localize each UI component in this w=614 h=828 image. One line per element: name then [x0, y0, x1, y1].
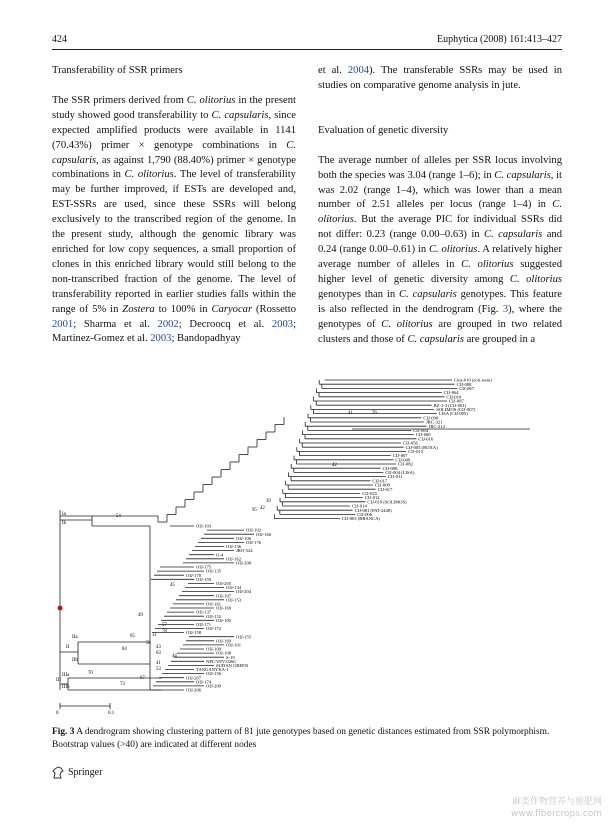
- leaf-label-capsularis: CIJ-004 (LISA): [385, 470, 415, 475]
- bootstrap-value: 41: [156, 661, 161, 666]
- text-run: genotypes. This feature is also reflected in the dendrogram (Fig.: [318, 288, 563, 315]
- leaf-label-capsularis: SOLIMOS (CIJ-007): [436, 407, 476, 412]
- leaf-label-capsularis: CIJ-017: [372, 478, 388, 484]
- bootstrap-value: 39: [266, 499, 271, 504]
- leaf-label-olitorius: OIJ-152: [206, 613, 222, 619]
- leaf-label-capsularis: CIJ-017: [377, 486, 393, 492]
- leaf-label-capsularis: CIJ-008: [382, 465, 398, 471]
- leaf-label-olitorius: TANGANYKA-1: [196, 667, 229, 673]
- leaf-label-olitorius: OIJ-206: [186, 687, 202, 693]
- bootstrap-value: 44: [172, 654, 177, 659]
- cluster-group-label: IIIa: [62, 673, 70, 678]
- bootstrap-value: 70: [88, 671, 93, 676]
- citation-link[interactable]: 2001: [52, 318, 74, 330]
- watermark-line-1: 麻类作物营养与施肥网: [511, 797, 602, 807]
- leaf-label-olitorius: O-4: [216, 552, 224, 558]
- leaf-label-capsularis: CIJ-025: [362, 491, 378, 496]
- leaf-label-capsularis: CIJ-088: [456, 381, 472, 387]
- right-column: [318, 64, 562, 348]
- bootstrap-value: 63: [156, 651, 161, 656]
- leaf-label-olitorius: JRO-524: [236, 548, 253, 554]
- leaf-label-olitorius: OIJ-176: [246, 540, 262, 545]
- text-run: . A relatively higher average number of alleles in: [318, 244, 562, 271]
- leaf-label-capsularis: CIJ-010: [446, 394, 462, 400]
- dendrogram-figure: [52, 372, 564, 716]
- cluster-group-label: IIIb: [62, 685, 70, 690]
- leaf-label-capsularis: CIJ-090: [423, 415, 439, 421]
- bootstrap-value: 78: [162, 629, 167, 634]
- leaf-label-capsularis: CIJ-019 (SOLIMOS): [367, 499, 407, 505]
- text-run: ; Martinez-Gomez et al.: [52, 318, 297, 345]
- text-run: , since expected amplified products were available in 1141 (70.43%) primer × genotype combinations in: [52, 109, 296, 151]
- bootstrap-value: 54: [116, 514, 121, 519]
- header-rule: [52, 49, 562, 50]
- leaf-label-olitorius: OIJ-105: [216, 617, 232, 623]
- leaf-label-olitorius: OIJ-134: [226, 585, 242, 591]
- leaf-label-olitorius: SUDAN GREEN: [216, 663, 249, 668]
- leaf-label-capsularis: CIJ-014: [352, 503, 367, 509]
- species-name: C. capsularis: [211, 109, 269, 121]
- leaf-label-olitorius: OIJ-207: [186, 675, 202, 681]
- bootstrap-value: 45: [170, 583, 175, 588]
- species-name: C. olitorius: [124, 169, 174, 181]
- leaf-label-olitorius: OIJ-172: [206, 626, 222, 632]
- text-run: et al.: [318, 65, 348, 76]
- left-column: [52, 64, 296, 347]
- cluster-group-label: II: [66, 645, 70, 650]
- leaf-label-capsularis: CIJ-056: [403, 440, 418, 446]
- leaf-label-olitorius: NPL/YPV/026C: [206, 658, 237, 664]
- leaf-label-olitorius: OIJ-174: [196, 679, 212, 685]
- leaf-label-capsularis: CIJ-006: [357, 512, 373, 517]
- leaf-label-olitorius: OIJ-170: [186, 572, 202, 578]
- diversity-paragraph: [318, 154, 562, 348]
- leaf-label-olitorius: OIJ-158: [186, 630, 202, 636]
- bootstrap-value: 43: [156, 645, 161, 650]
- bootstrap-value: 58: [146, 641, 151, 646]
- figure-caption: [52, 726, 564, 752]
- leaf-label-capsularis: BZ-1-3 (CIJ-001): [433, 402, 467, 408]
- leaf-label-olitorius: OIJ-156: [206, 671, 222, 677]
- leaf-label-capsularis: CIJ-060: [415, 432, 431, 438]
- species-name: C. olitorius: [381, 318, 433, 330]
- text-run: . The level of transferability may be further improved, if ESTs are developed and, EST-SSRs are used, since these SSRs will belong exclusively to the transcribed region of the genome. In the present study, although the genomic library was enriched for low copy sequences, a small proportion of clones in this enriched library would still belong to the non-transcribed fraction of the genome. The level of transferability reported in earlier studies falls within the range of 5% in: [52, 169, 296, 315]
- bootstrap-value: 42: [260, 506, 265, 511]
- bootstrap-value: 42: [332, 463, 337, 468]
- species-name: C. olitorius: [318, 199, 562, 226]
- species-name: C. capsularis: [399, 288, 457, 300]
- text-run: and 0.24 (range 0.00–0.61) in: [318, 229, 562, 256]
- species-name: Caryocar: [211, 303, 253, 315]
- text-run: genotypes than in: [318, 288, 400, 300]
- leaf-label-capsularis: CIJ-084: [413, 428, 429, 433]
- text-run: are grouped in a: [463, 333, 536, 345]
- bootstrap-value: 67: [140, 676, 145, 681]
- leaf-label-capsularis: LISA (CIJ-005): [438, 411, 468, 417]
- text-run: , as against 1,790 (88.40%) primer × genotype combinations in: [52, 154, 296, 181]
- leaf-label-olitorius: OIJ-102: [246, 527, 262, 533]
- bootstrap-value: 95: [252, 508, 257, 513]
- continued-paragraph: [318, 64, 562, 94]
- leaf-label-capsularis: CIJ-082: [398, 461, 413, 467]
- transferability-paragraph: [52, 94, 296, 347]
- journal-citation: Euphytica (2008) 161:413–427: [437, 34, 562, 45]
- footer: [52, 766, 102, 779]
- text-run: ; Decroocq et al.: [178, 318, 272, 330]
- citation-link[interactable]: 2002: [157, 318, 179, 330]
- leaf-label-olitorius: OIJ-109: [206, 646, 222, 652]
- leaf-label-olitorius: OIJ-175: [196, 564, 212, 570]
- bootstrap-value: 57: [162, 623, 167, 628]
- root-node-marker: [58, 606, 63, 611]
- leaf-label-capsularis: CIJ-003 (BRANCA): [341, 516, 380, 522]
- bootstrap-value: 31: [152, 633, 157, 638]
- leaf-label-olitorius: S-19: [226, 654, 235, 660]
- watermark-line-2: www.fibercrops.com: [511, 809, 602, 819]
- leaf-label-capsularis: Cms-010 (soft stem): [454, 377, 492, 383]
- text-run: The average number of alleles per SSR locus involving both the species was 3.04 (range 1–6); in: [318, 154, 562, 181]
- leaf-label-olitorius: OIJ-136: [226, 544, 242, 550]
- leaf-label-olitorius: OIJ-153: [226, 597, 242, 603]
- leaf-label-olitorius: OIJ-159: [196, 576, 212, 582]
- leaf-label-capsularis: CIJ-005 (ROXA): [405, 444, 438, 450]
- leaf-label-capsularis: CIJ-012: [364, 495, 380, 501]
- text-run: to 100% in: [154, 303, 212, 315]
- leaf-label-olitorius: OIJ-103: [196, 523, 212, 529]
- species-name: C. olitorius: [186, 94, 236, 106]
- text-run: are grouped in two related clusters and those of: [318, 318, 562, 345]
- leaf-label-capsularis: CIJ-015: [408, 449, 424, 454]
- leaf-label-capsularis: CIJ-087: [449, 398, 464, 404]
- text-run: The SSR primers derived from: [52, 94, 187, 106]
- leaf-label-olitorius: OIJ-205: [216, 581, 232, 586]
- cluster-group-label: Ib: [62, 521, 67, 526]
- watermark: [511, 796, 602, 820]
- text-run: (Rossetto: [252, 303, 296, 315]
- text-run: ; Bandopadhyay: [171, 333, 241, 345]
- leaf-label-capsularis: CIJ-067: [459, 386, 475, 391]
- species-name: C. capsularis: [494, 169, 551, 181]
- leaf-label-olitorius: OIJ-171: [196, 622, 212, 627]
- text-run: . But the average PIC for individual SSRs did not differ: 0.23 (range 0.00–0.63) in: [318, 214, 562, 241]
- bootstrap-value: 73: [120, 682, 125, 687]
- species-name: C. capsularis: [52, 139, 296, 166]
- bootstrap-value: 49: [138, 613, 143, 618]
- leaf-label-capsularis: CIJ-064: [443, 390, 459, 396]
- leaf-label-capsularis: CIJ-016: [418, 436, 434, 442]
- leaf-label-olitorius: OIJ-137: [196, 609, 212, 615]
- caption-label: Fig. 3: [52, 727, 75, 737]
- text-run: ). The transferable SSRs may be used in studies on comparative genome analysis in jute.: [318, 65, 562, 91]
- leaf-label-olitorius: OIJ-209: [206, 683, 222, 689]
- species-name: C. olitorius: [509, 273, 562, 285]
- leaf-label-olitorius: OIJ-155: [236, 634, 252, 640]
- scale-label-max: 0.1: [108, 711, 115, 716]
- text-run: suggested higher level of genetic diversity among: [318, 259, 563, 285]
- species-name: C. olitorius: [428, 244, 478, 256]
- springer-horse-icon: [52, 766, 64, 779]
- leaf-label-olitorius: OIJ-169: [216, 638, 232, 644]
- leaf-label-capsularis: CIJ-081 (PAT-2448): [354, 507, 392, 513]
- bootstrap-value: 76: [372, 411, 377, 416]
- text-run: ; Sharma et al.: [73, 318, 158, 330]
- leaf-label-olitorius: OIJ-101: [226, 642, 242, 648]
- leaf-label-capsularis: JRC-321: [426, 419, 443, 425]
- publisher-name: Springer: [68, 767, 103, 778]
- citation-link[interactable]: 2003: [150, 333, 172, 345]
- leaf-label-olitorius: OIJ-108: [216, 650, 232, 656]
- scale-label-min: 0: [56, 711, 59, 716]
- citation-link[interactable]: 3: [502, 303, 509, 315]
- leaf-label-olitorius: OIJ-107: [216, 593, 232, 599]
- text-run: ), where the genotypes of: [318, 303, 562, 330]
- caption-text: A dendrogram showing clustering pattern of 81 jute genotypes based on genetic distances estimated from SSR polymorphism. Bootstrap values (>40) are indicated at different nodes: [52, 727, 550, 750]
- cluster-group-label: III: [56, 678, 61, 683]
- text-run: , it was 2.02 (range 1–4), which was lower than a mean number of 2.51 alleles per locus (range 1–4) in: [318, 169, 562, 211]
- leaf-label-olitorius: OIJ-160: [256, 531, 272, 537]
- leaf-label-olitorius: OIJ-161: [206, 601, 222, 607]
- bootstrap-value: 65: [130, 634, 135, 639]
- cluster-group-label: IIb: [72, 658, 78, 663]
- bootstrap-value: 53: [156, 667, 161, 672]
- citation-link[interactable]: 2003: [271, 318, 294, 330]
- species-name: C. capsularis: [484, 229, 543, 241]
- leaf-label-capsularis: CIJ-009: [395, 457, 411, 463]
- cluster-group-label: Ia: [62, 512, 66, 517]
- text-run: in the present study showed good transferability to: [52, 94, 296, 121]
- bootstrap-value: 84: [122, 647, 127, 652]
- leaf-label-olitorius: OIJ-204: [236, 589, 252, 595]
- leaf-label-capsularis: CIJ-007: [392, 453, 408, 459]
- leaf-label-capsularis: CIJ-011: [387, 474, 403, 480]
- section-title-transferability: Transferability of SSR primers: [52, 65, 183, 76]
- page-number: 424: [52, 34, 67, 45]
- cluster-group-label: IIa: [72, 635, 78, 640]
- leaf-label-olitorius: OIJ-169: [216, 605, 232, 611]
- species-name: C. capsularis: [407, 333, 464, 345]
- leaf-label-olitorius: OIJ-135: [206, 568, 222, 574]
- bootstrap-value: 41: [348, 411, 353, 416]
- leaf-label-olitorius: OIJ-162: [226, 556, 242, 562]
- species-name: C. olitorius: [461, 259, 514, 271]
- leaf-label-capsularis: CIJ-008: [375, 482, 390, 488]
- citation-link[interactable]: 2004: [347, 65, 370, 76]
- leaf-label-olitorius: OIJ-106: [236, 535, 252, 541]
- section-title-diversity: Evaluation of genetic diversity: [318, 124, 449, 136]
- species-name: Zostera: [122, 303, 155, 315]
- leaf-label-olitorius: OIJ-208: [236, 560, 252, 566]
- leaf-label-capsularis: JRC-212: [428, 423, 445, 429]
